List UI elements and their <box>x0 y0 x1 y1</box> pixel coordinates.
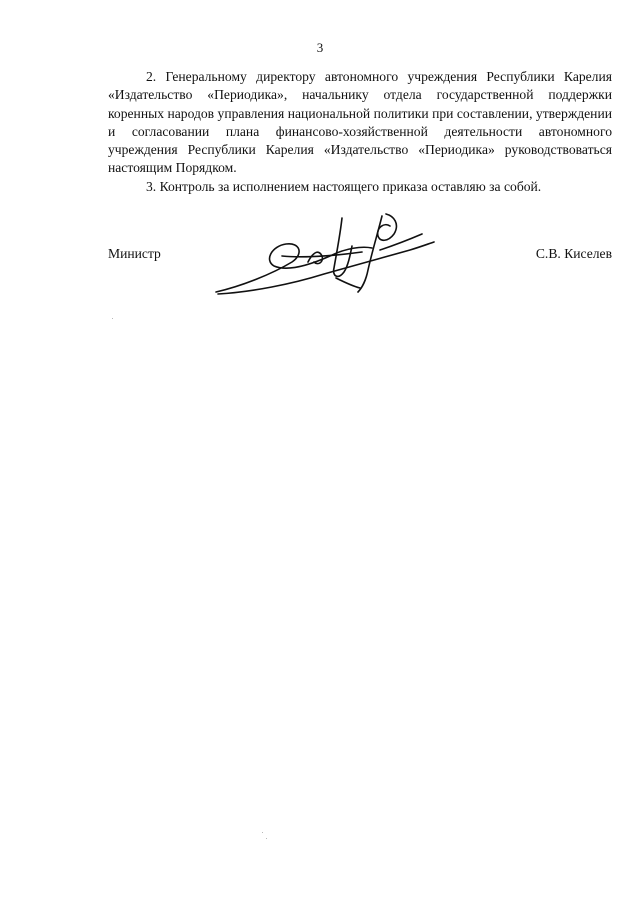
scan-speck <box>112 318 113 319</box>
signer-position: Министр <box>108 246 161 261</box>
paragraph-2: 2. Генеральному директору автономного учреждения Республики Карелия «Издательство «Периодика», начальнику отдела государственной поддержки коренных народов управления национальной политики при составлении, утверждении и согласовании плана финансово-хозяйственной деятельности автономного учреждения Республики Карелия «Издательство «Периодика» руководствоваться настоящим Порядком. <box>108 69 612 176</box>
signer-name: С.В. Киселев <box>535 246 612 261</box>
page-number: 3 <box>316 40 324 55</box>
scan-speck <box>262 832 263 833</box>
handwritten-signature <box>212 212 444 302</box>
scan-speck <box>266 838 267 839</box>
document-body <box>108 68 612 196</box>
paragraph-3: 3. Контроль за исполнением настоящего приказа оставляю за собой. <box>146 178 542 194</box>
